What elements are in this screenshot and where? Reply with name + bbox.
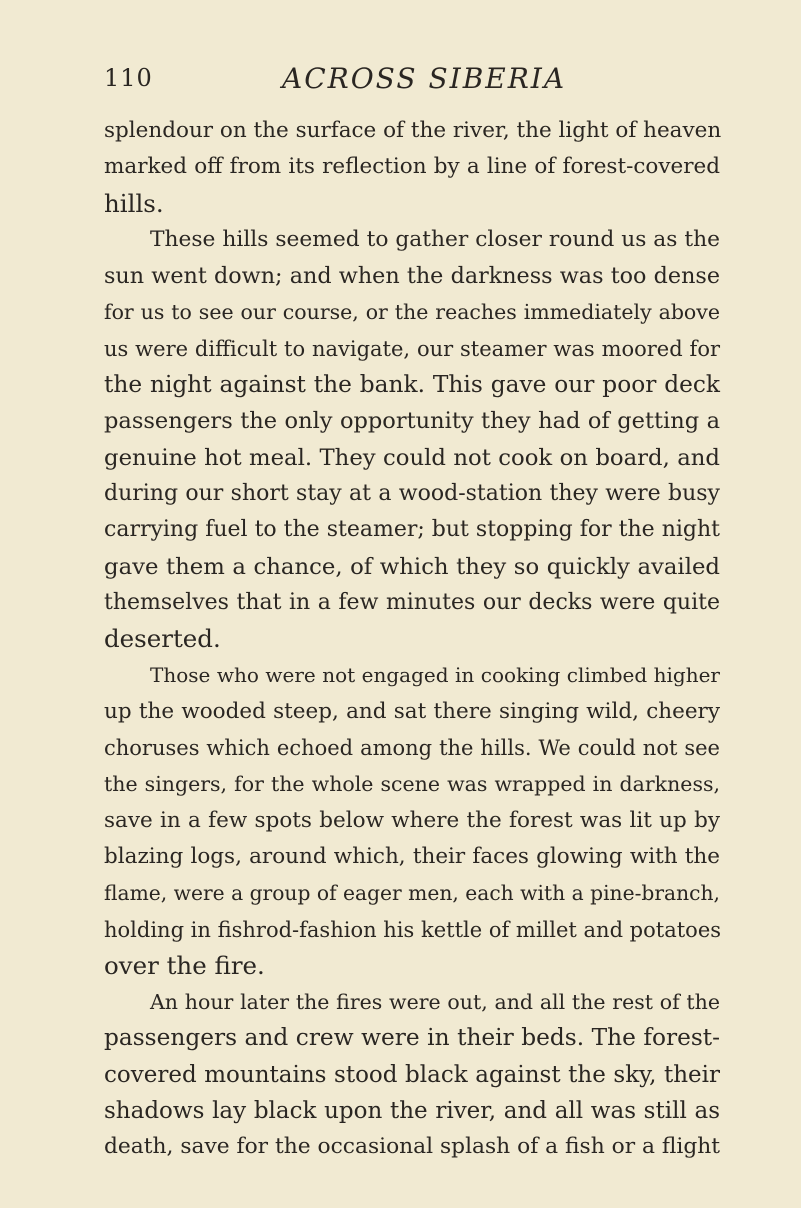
text-line: gave them a chance, of which they so quickly availed bbox=[104, 553, 720, 580]
text-line: splendour on the surface of the river, the light of heaven bbox=[104, 118, 722, 143]
text-line: Those who were not engaged in cooking climbed higher bbox=[150, 663, 720, 688]
text-line: the singers, for the whole scene was wrapped in darkness, bbox=[104, 772, 720, 797]
text-line: us were difficult to navigate, our steamer was moored for bbox=[104, 336, 720, 361]
text-line: passengers the only opportunity they had of getting a bbox=[104, 408, 720, 435]
text-line: choruses which echoed among the hills. We could not see bbox=[104, 736, 720, 761]
text-line: sun went down; and when the darkness was too dense bbox=[104, 263, 720, 290]
text-line: blazing logs, around which, their faces glowing with the bbox=[104, 843, 720, 869]
text-line: up the wooded steep, and sat there singing wild, cheery bbox=[104, 698, 720, 724]
text-line: over the fire. bbox=[104, 950, 265, 980]
text-line: genuine hot meal. They could not cook on board, and bbox=[104, 444, 720, 471]
text-line: the night against the bank. This gave our poor deck bbox=[104, 371, 720, 399]
text-line: shadows lay black upon the river, and all was still as bbox=[104, 1098, 720, 1125]
body-text bbox=[104, 113, 720, 1166]
text-line: during our short stay at a wood-station they were busy bbox=[104, 480, 720, 506]
text-line: save in a few spots below where the forest was lit up by bbox=[104, 807, 720, 833]
running-head bbox=[104, 64, 720, 100]
text-line: carrying fuel to the steamer; but stopping for the night bbox=[104, 517, 720, 543]
text-line: hills. bbox=[104, 188, 164, 218]
page-number: 110 bbox=[104, 64, 153, 92]
text-line: themselves that in a few minutes our decks were quite bbox=[104, 589, 720, 615]
text-line: covered mountains stood black against the sky, their bbox=[104, 1061, 720, 1088]
text-line: deserted. bbox=[104, 624, 221, 654]
text-line: holding in fishrod-fashion his kettle of millet and potatoes bbox=[104, 917, 722, 942]
text-line: flame, were a group of eager men, each with a pine-branch, bbox=[104, 881, 720, 906]
text-line: An hour later the fires were out, and all the rest of the bbox=[150, 990, 720, 1015]
text-line: marked off from its reflection by a line of forest-covered bbox=[104, 154, 720, 180]
text-line: for us to see our course, or the reaches immediately above bbox=[104, 300, 720, 325]
running-title: ACROSS SIBERIA bbox=[282, 62, 567, 95]
text-line: death, save for the occasional splash of a fish or a flight bbox=[104, 1134, 721, 1160]
text-line: passengers and crew were in their beds. The forest- bbox=[104, 1024, 720, 1052]
text-line: These hills seemed to gather closer round us as the bbox=[150, 226, 720, 252]
